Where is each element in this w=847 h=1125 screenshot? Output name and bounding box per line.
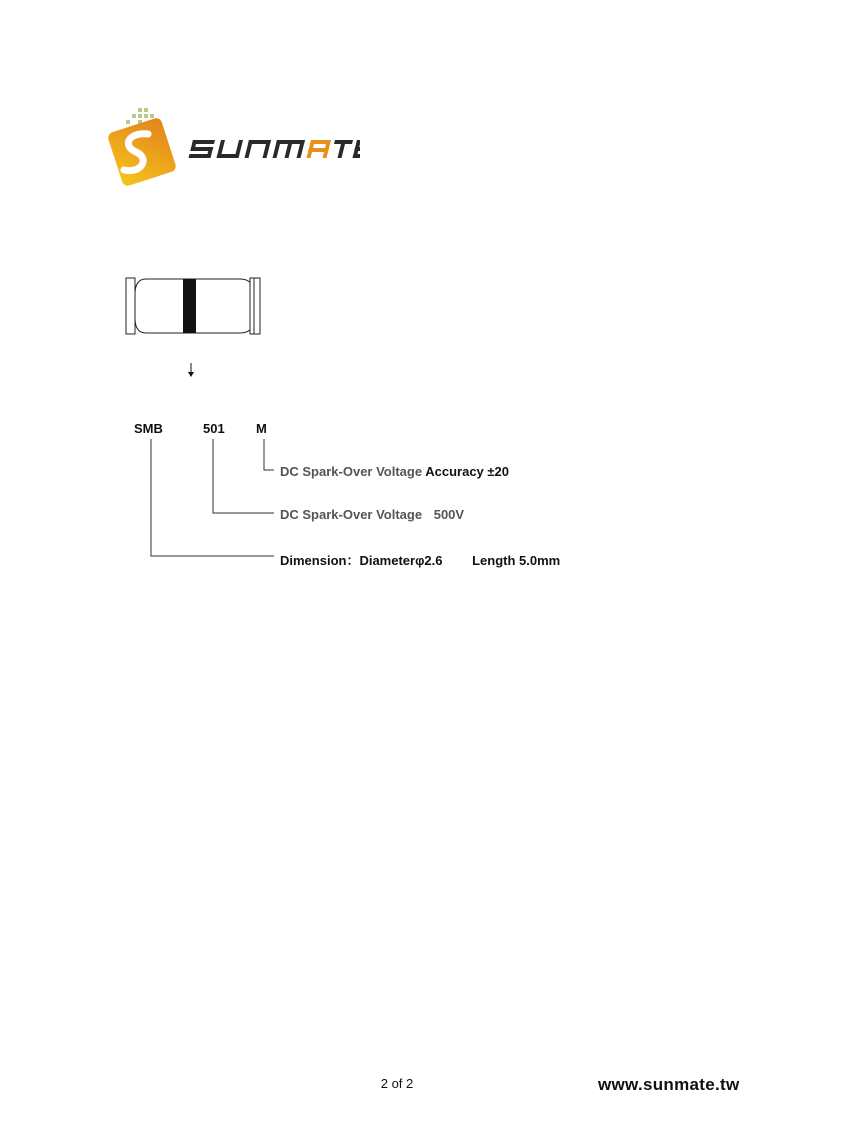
sunmate-logo-wordmark bbox=[188, 136, 360, 162]
voltage-explanation bbox=[280, 507, 464, 522]
page-number: 2 of 2 bbox=[380, 1076, 414, 1091]
website-link[interactable]: www.sunmate.tw bbox=[598, 1075, 740, 1094]
voltage-value: 500V bbox=[433, 507, 465, 522]
dimension-label: Dimension：Diameterφ2.6 bbox=[280, 553, 443, 568]
part-code-series: SMB bbox=[134, 421, 163, 436]
accuracy-label: DC Spark-Over Voltage bbox=[280, 464, 423, 479]
accuracy-value: Accuracy ±20 bbox=[425, 464, 509, 479]
part-code-accuracy: M bbox=[256, 421, 267, 436]
part-code-voltage: 501 bbox=[203, 421, 225, 436]
component-outline-drawing bbox=[122, 274, 292, 340]
dimension-value: Length 5.0mm bbox=[472, 553, 561, 568]
voltage-label: DC Spark-Over Voltage bbox=[280, 507, 423, 522]
down-arrow-icon bbox=[184, 362, 198, 378]
dimension-explanation bbox=[280, 550, 560, 569]
sunmate-logo-mark bbox=[98, 104, 182, 194]
accuracy-explanation bbox=[280, 464, 509, 479]
